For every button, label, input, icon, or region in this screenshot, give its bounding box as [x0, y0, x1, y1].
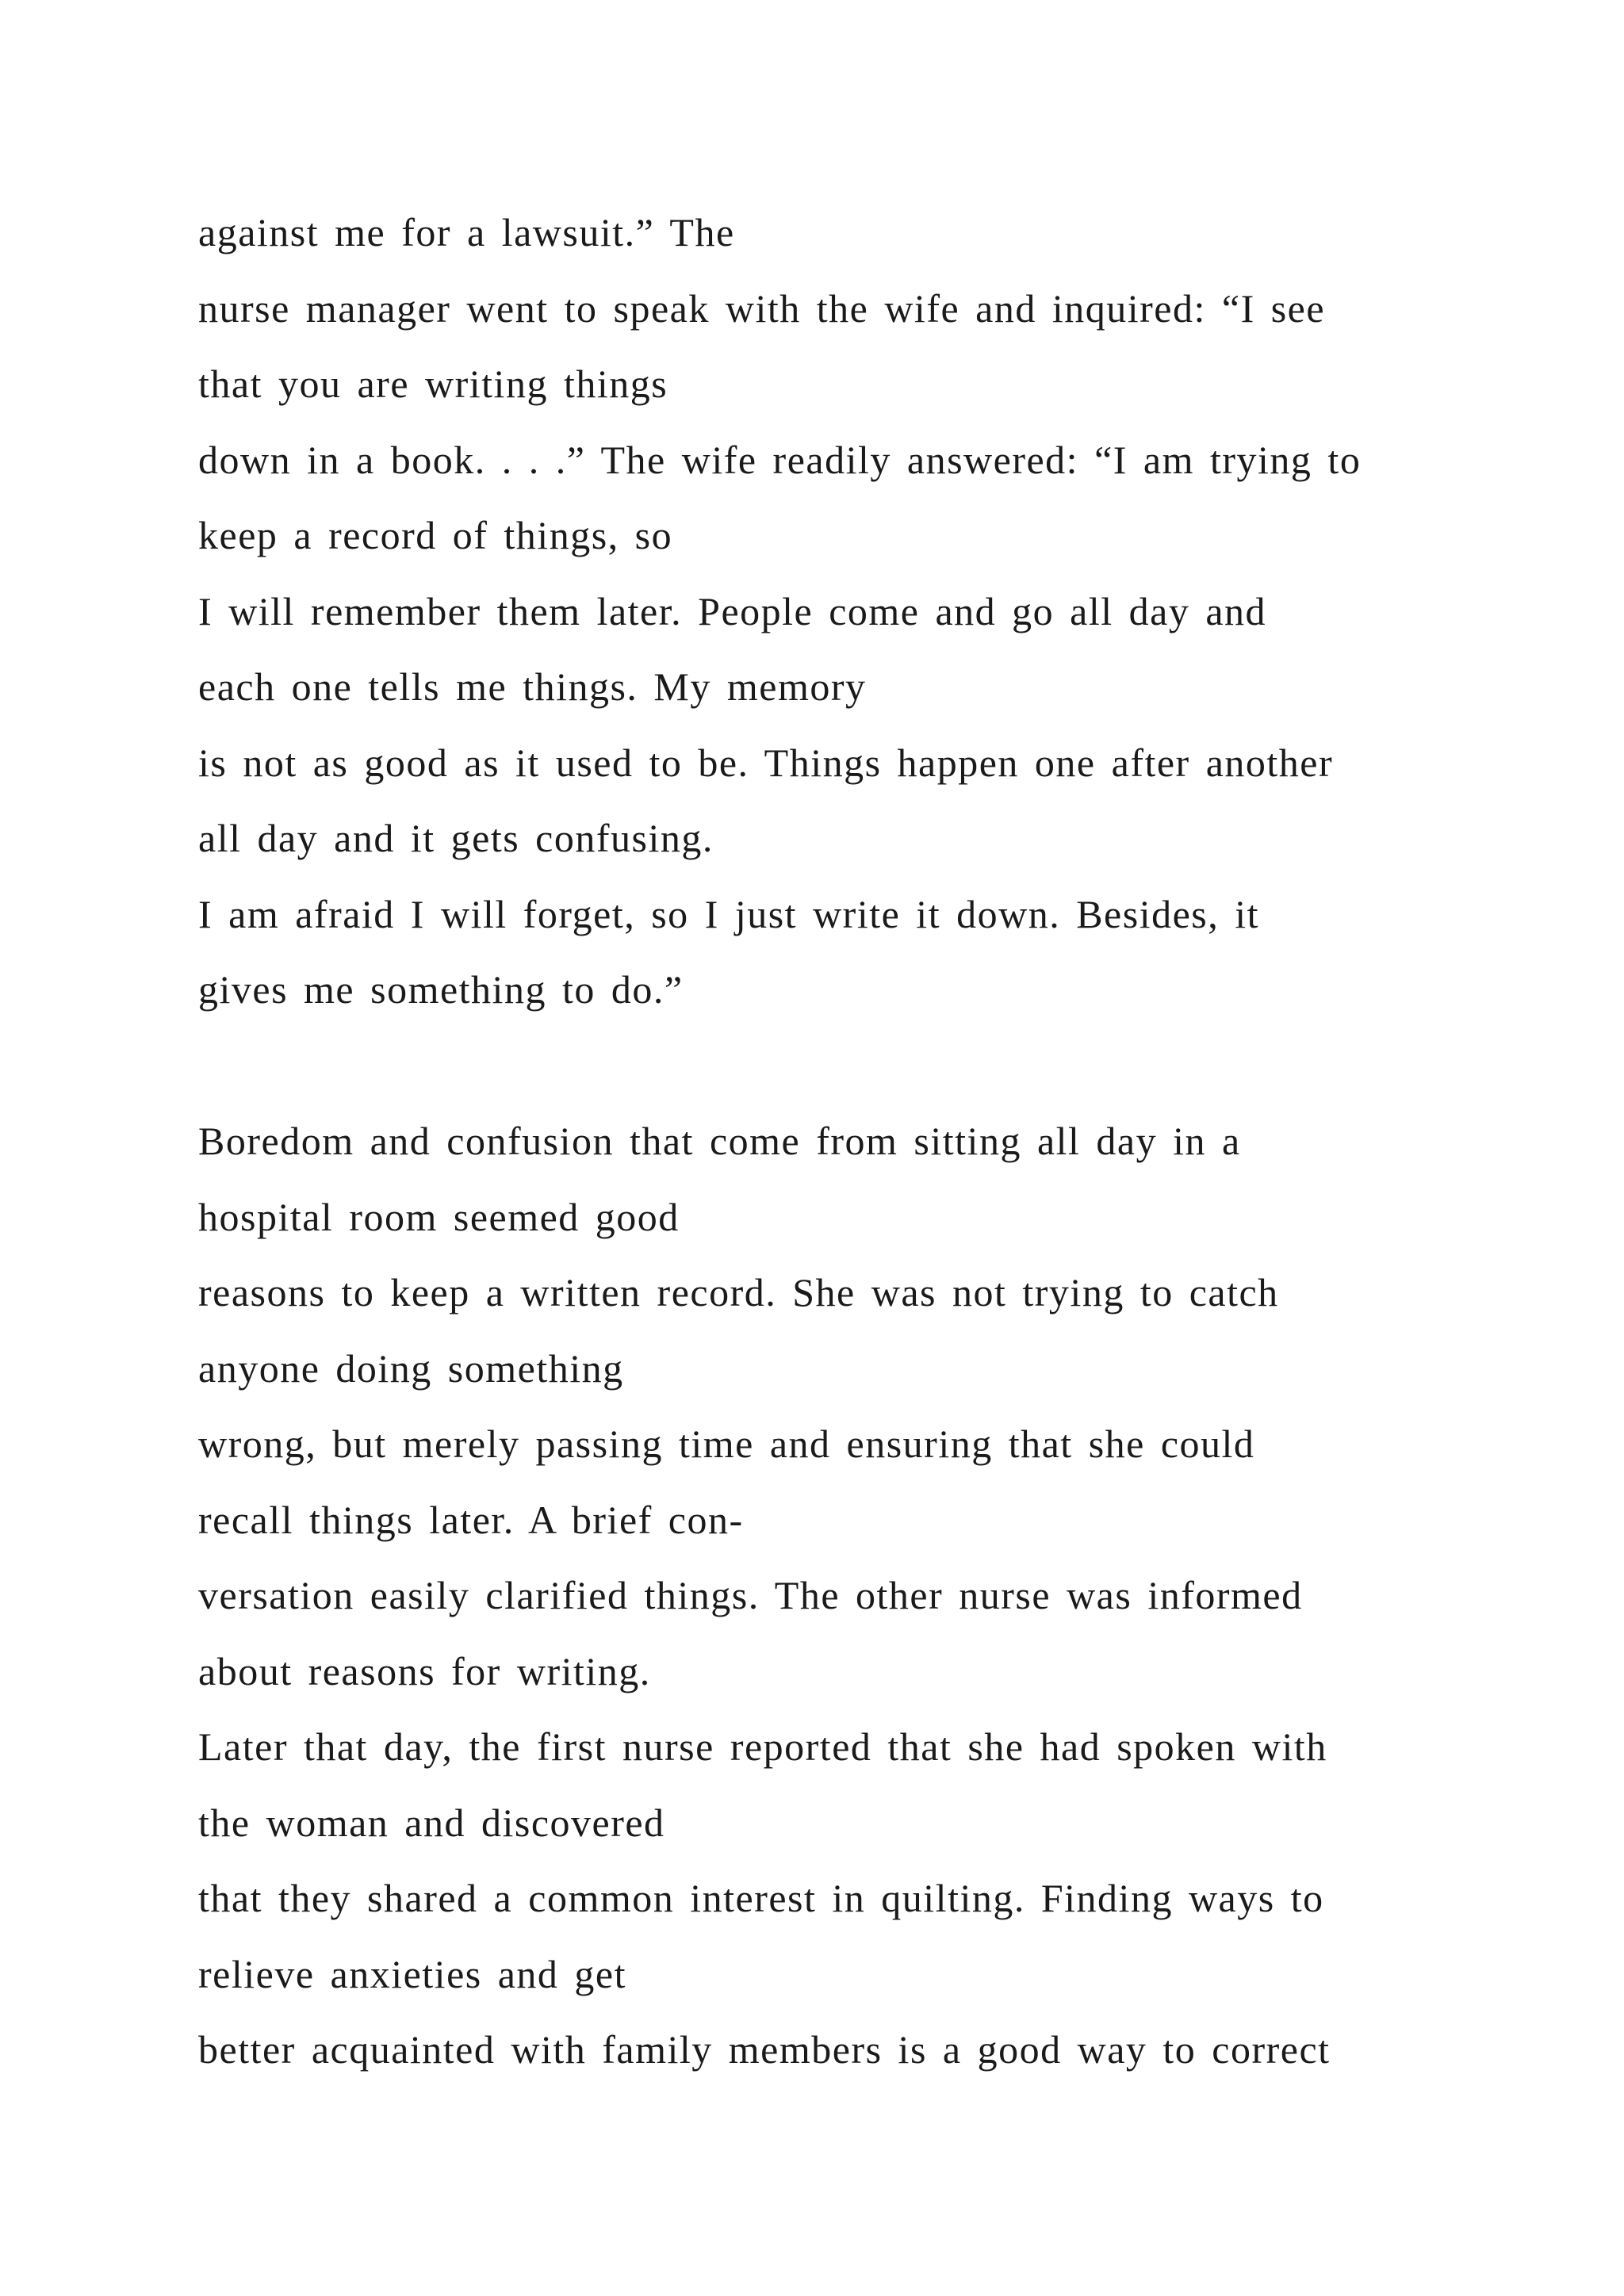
text-line: relieve anxieties and get — [198, 1951, 626, 1996]
text-line: anyone doing something — [198, 1345, 624, 1391]
text-line: Later that day, the first nurse reported that she had spoken with — [198, 1724, 1327, 1769]
text-line: is not as good as it used to be. Things happen one after another — [198, 740, 1334, 785]
text-line: nurse manager went to speak with the wife and inquired: “I see — [198, 285, 1326, 331]
text-line: that you are writing things — [198, 362, 668, 406]
text-line: I am afraid I will forget, so I just write it down. Besides, it — [198, 891, 1260, 936]
text-line: Boredom and confusion that come from sitting all day in a — [198, 1119, 1241, 1163]
text-line: reasons to keep a written record. She was not trying to catch — [198, 1270, 1279, 1314]
text-line: wrong, but merely passing time and ensuring that she could — [198, 1422, 1255, 1466]
text-line: better acquainted with family members is a good way to correct — [198, 2027, 1331, 2072]
paragraph-2 — [198, 1104, 1546, 2088]
text-line: gives me something to do.” — [198, 967, 684, 1012]
text-line: keep a record of things, so — [198, 513, 673, 557]
text-line: recall things later. A brief con- — [198, 1497, 744, 1542]
text-line: versation easily clarified things. The other nurse was informed — [198, 1573, 1303, 1617]
text-line: about reasons for writing. — [198, 1648, 651, 1693]
text-line: I will remember them later. People come and go all day and — [198, 588, 1267, 633]
text-line: the woman and discovered — [198, 1800, 665, 1845]
text-line: each one tells me things. My memory — [198, 664, 867, 709]
body-text — [198, 195, 1546, 2088]
text-line: that they shared a common interest in quilting. Finding ways to — [198, 1876, 1324, 1920]
paragraph-1 — [198, 195, 1546, 1028]
text-line: all day and it gets confusing. — [198, 816, 714, 860]
text-line: against me for a lawsuit.” The — [198, 210, 735, 254]
paragraph-gap — [198, 1028, 1546, 1104]
text-line: hospital room seemed good — [198, 1194, 680, 1239]
text-line: down in a book. . . .” The wife readily answered: “I am trying to — [198, 437, 1362, 482]
